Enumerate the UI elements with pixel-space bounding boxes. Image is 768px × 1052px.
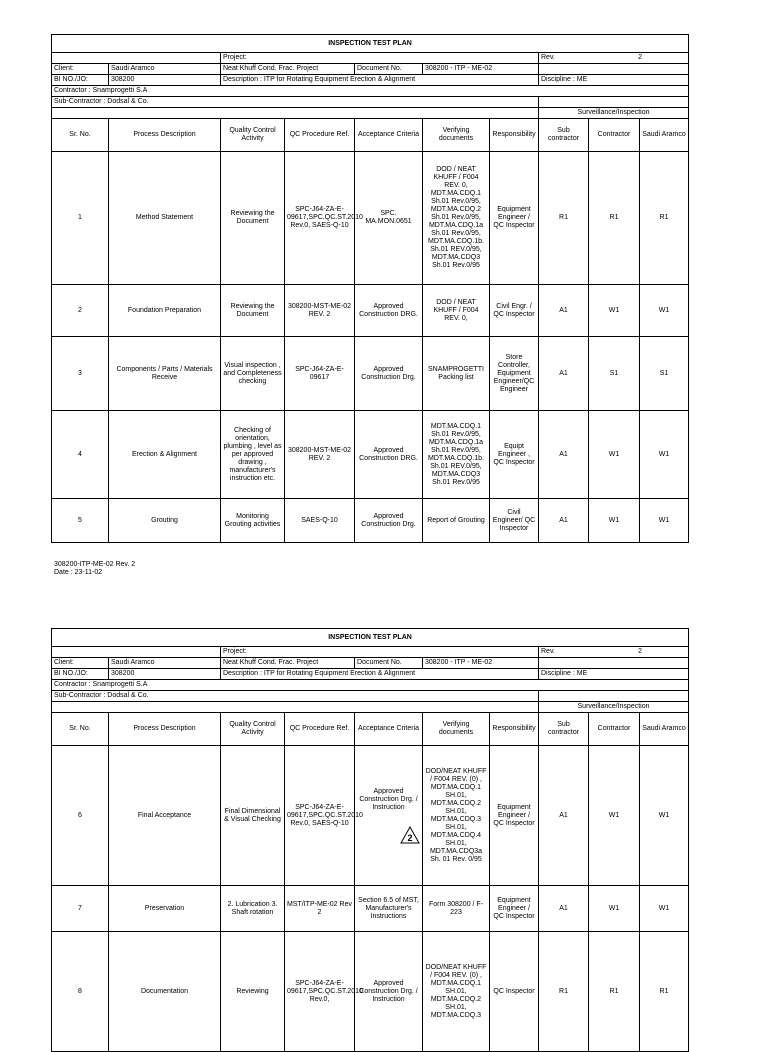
client-label: Client: — [52, 64, 109, 75]
cell-desc: Components / Parts / Materials Receive — [109, 337, 221, 411]
client-value: Saudi Aramco — [109, 658, 221, 669]
cell-qca: Visual inspection , and Completeness checking — [221, 337, 285, 411]
itp-table — [51, 34, 689, 543]
cell-sa: W1 — [640, 746, 689, 886]
project-label: Project: — [221, 647, 539, 658]
cell-con: S1 — [589, 337, 640, 411]
cell-acc: Approved Construction Drg. — [355, 499, 423, 543]
cell-sub: A1 — [539, 746, 589, 886]
cell-acc: SPC. MA.MON.0651 — [355, 152, 423, 285]
table-row — [52, 337, 689, 411]
cell-qca: Final Dimensional & Visual Checking — [221, 746, 285, 886]
revision-marker: 2 — [407, 832, 413, 843]
col-resp: Responsibility — [490, 713, 539, 746]
cell-con: W1 — [589, 499, 640, 543]
table-row — [52, 411, 689, 499]
col-con: Contractor — [589, 713, 640, 746]
col-sub: Sub contractor — [539, 713, 589, 746]
cell-sr: 6 — [52, 746, 109, 886]
rev-label: Rev. — [541, 54, 555, 61]
col-qca: Quality Control Activity — [221, 713, 285, 746]
cell-resp: Equipt Engineer , QC Inspector — [490, 411, 539, 499]
cell-qca: 2. Lubrication 3. Shaft rotation — [221, 886, 285, 932]
table-row — [52, 152, 689, 285]
contractor: Contractor : Snamprogetti S.A — [52, 680, 689, 691]
itp-sheet-1 — [51, 34, 688, 543]
cell-qca: Reviewing — [221, 932, 285, 1052]
cell-resp: Store Controller, Equipment Engineer/QC Engineer — [490, 337, 539, 411]
cell-desc: Foundation Preparation — [109, 285, 221, 337]
project-label: Project: — [221, 53, 539, 64]
rev-value: 2 — [638, 54, 643, 61]
cell-ver: SNAMPROGETTI Packing list — [423, 337, 490, 411]
cell-con: R1 — [589, 152, 640, 285]
itp-sheet-2 — [51, 628, 688, 1052]
cell-acc: Section 6.5 of MST, Manufacturer's Instructions — [355, 886, 423, 932]
cell-sub: A1 — [539, 886, 589, 932]
cell-con: W1 — [589, 411, 640, 499]
docno-value: 308200 - ITP - ME-02 — [423, 658, 539, 669]
cell-qca: Checking of orientation, plumbing , level as per approved drawing , manufacturer's instruction etc. — [221, 411, 285, 499]
cell-sr: 7 — [52, 886, 109, 932]
cell-sa: W1 — [640, 886, 689, 932]
cell-qcp: MST/ITP-ME-02 Rev 2 — [285, 886, 355, 932]
cell-ver: MDT.MA.CDQ.1 Sh.01 Rev.0/95, MDT.MA.CDQ.1a Sh.01 Rev.0/95, MDT.MA.CDQ.1b. Sh.01 REV.0/95, MDT.MA.CDQ3 Sh.01 Rev.0/95 — [423, 411, 490, 499]
cell-resp: Civil Engr. / QC Inspector — [490, 285, 539, 337]
table-row — [52, 499, 689, 543]
page-title: INSPECTION TEST PLAN — [52, 35, 689, 53]
footer-date: Date : 23-11-02 — [54, 569, 103, 576]
cell-sa: R1 — [640, 932, 689, 1052]
cell-acc-text: Approved Construction Drg. / Instruction — [359, 787, 418, 811]
cell-con: W1 — [589, 285, 640, 337]
cell-resp: Equipment Engineer / QC Inspector — [490, 746, 539, 886]
cell-desc: Final Acceptance — [109, 746, 221, 886]
cell-resp: QC Inspector — [490, 932, 539, 1052]
cell-con: W1 — [589, 886, 640, 932]
col-sub: Sub contractor — [539, 119, 589, 152]
docno-value: 308200 - ITP - ME-02 — [423, 64, 539, 75]
cell-acc: Approved Construction Drg. / Instruction — [355, 932, 423, 1052]
cell-qcp: SAES-Q-10 — [285, 499, 355, 543]
contractor: Contractor : Snamprogetti S.A — [52, 86, 689, 97]
cell-desc: Method Statement — [109, 152, 221, 285]
cell-qca: Reviewing the Document — [221, 152, 285, 285]
col-process: Process Description — [109, 119, 221, 152]
cell-qcp: SPC-J64-ZA-E-09617,SPC.QC.ST.2010 Rev.0, SAES-Q-10 — [285, 152, 355, 285]
client-label: Client: — [52, 658, 109, 669]
surveillance-header: Surveillance/Inspection — [539, 108, 689, 119]
rev-value: 2 — [638, 648, 643, 655]
discipline: Discipline : ME — [539, 669, 689, 680]
docno-label: Document No. — [355, 658, 423, 669]
cell-resp: Civil Engineer/ QC Inspector — [490, 499, 539, 543]
cell-ver: DOD/NEAT KHUFF / F004 REV. (0) , MDT.MA.CDQ.1 SH.01, MDT.MA.CDQ.2 SH.01, MDT.MA.CDQ.3 — [423, 932, 490, 1052]
col-sa: Saudi Aramco — [640, 119, 689, 152]
description: Description : ITP for Rotating Equipment Erection & Alignment — [221, 75, 539, 86]
project-value: Neat Khuff Cond. Frac. Project — [221, 64, 355, 75]
col-qcp: QC Procedure Ref. — [285, 713, 355, 746]
col-ver: Verifying documents — [423, 119, 490, 152]
rev-label: Rev. — [541, 648, 555, 655]
cell-qcp: 308200-MST-ME-02 REV. 2 — [285, 411, 355, 499]
cell-acc: Approved Construction Drg. — [355, 337, 423, 411]
project-value: Neat Khuff Cond. Frac. Project — [221, 658, 355, 669]
cell-acc: Approved Construction DRG. — [355, 411, 423, 499]
cell-resp: Equipment Engineer / QC Inspector — [490, 152, 539, 285]
cell-sa: W1 — [640, 285, 689, 337]
rev-cell — [539, 53, 689, 64]
cell-qcp: SPC-J64-ZA-E-09617,SPC.QC.ST.2010 Rev.0, SAES-Q-10 — [285, 746, 355, 886]
col-srno: Sr. No. — [52, 713, 109, 746]
cell-con: W1 — [589, 746, 640, 886]
cell-sa: S1 — [640, 337, 689, 411]
cell-desc: Documentation — [109, 932, 221, 1052]
table-row — [52, 746, 689, 886]
cell-con: R1 — [589, 932, 640, 1052]
cell-acc — [355, 746, 423, 886]
cell-ver: DOD/NEAT KHUFF / F004 REV. (0) , MDT.MA.CDQ.1 SH.01, MDT.MA.CDQ.2 SH.01, MDT.MA.CDQ.3 SH.01, MDT.MA.CDQ.4 SH.01, MDT.MA.CDQ3a Sh. 01 Rev. 0/95 — [423, 746, 490, 886]
cell-qcp: 308200-MST-ME-02 REV. 2 — [285, 285, 355, 337]
docno-label: Document No. — [355, 64, 423, 75]
col-process: Process Description — [109, 713, 221, 746]
page-title: INSPECTION TEST PLAN — [52, 629, 689, 647]
cell-resp: Equipment Engineer / QC Inspector — [490, 886, 539, 932]
cell-sr: 3 — [52, 337, 109, 411]
cell-ver: Report of Grouting — [423, 499, 490, 543]
cell-sr: 2 — [52, 285, 109, 337]
bi-label: BI NO./JO: — [52, 669, 109, 680]
footer — [54, 561, 135, 577]
table-row — [52, 932, 689, 1052]
surveillance-header: Surveillance/Inspection — [539, 702, 689, 713]
col-qca: Quality Control Activity — [221, 119, 285, 152]
subcontractor: Sub-Contractor : Dodsal & Co. — [52, 691, 539, 702]
cell-sub: R1 — [539, 932, 589, 1052]
bi-value: 308200 — [109, 669, 221, 680]
cell-sub: A1 — [539, 411, 589, 499]
cell-acc: Approved Construction DRG. — [355, 285, 423, 337]
cell-sr: 4 — [52, 411, 109, 499]
cell-sub: A1 — [539, 337, 589, 411]
col-qcp: QC Procedure Ref. — [285, 119, 355, 152]
cell-sub: A1 — [539, 285, 589, 337]
cell-ver: DOD / NEAT KHUFF / F004 REV. 0, — [423, 285, 490, 337]
footer-docref: 308200-ITP-ME-02 Rev. 2 — [54, 561, 136, 568]
cell-qcp: SPC-J64-ZA-E-09617 — [285, 337, 355, 411]
itp-table — [51, 628, 689, 1052]
cell-sa: R1 — [640, 152, 689, 285]
discipline: Discipline : ME — [539, 75, 689, 86]
cell-sr: 1 — [52, 152, 109, 285]
cell-sub: R1 — [539, 152, 589, 285]
col-con: Contractor — [589, 119, 640, 152]
revision-triangle-icon — [400, 826, 420, 844]
table-row — [52, 285, 689, 337]
col-acc: Acceptance Criteria — [355, 119, 423, 152]
table-row — [52, 886, 689, 932]
col-acc: Acceptance Criteria — [355, 713, 423, 746]
cell-qca: Monitoring Grouting activities — [221, 499, 285, 543]
cell-qcp: SPC-J64-ZA-E-09617,SPC.QC.ST.2010 Rev.0, — [285, 932, 355, 1052]
cell-ver: DOD / NEAT KHUFF / F004 REV. 0, MDT.MA.CDQ.1 Sh.01 Rev.0/95, MDT.MA.CDQ.2 Sh.01 Rev.0/95, MDT.MA.CDQ.1a Sh.01 Rev.0/95, MDT.MA.CDQ.1b. Sh.01 REV.0/95, MDT.MA.CDQ3 Sh.01 Rev.0/95 — [423, 152, 490, 285]
col-sa: Saudi Aramco — [640, 713, 689, 746]
cell-desc: Preservation — [109, 886, 221, 932]
bi-value: 308200 — [109, 75, 221, 86]
subcontractor: Sub-Contractor : Dodsal & Co. — [52, 97, 539, 108]
col-ver: Verifying documents — [423, 713, 490, 746]
cell-sr: 5 — [52, 499, 109, 543]
cell-sr: 8 — [52, 932, 109, 1052]
bi-label: BI NO./JO: — [52, 75, 109, 86]
description: Description : ITP for Rotating Equipment Erection & Alignment — [221, 669, 539, 680]
cell-sub: A1 — [539, 499, 589, 543]
cell-desc: Erection & Alignment — [109, 411, 221, 499]
cell-sa: W1 — [640, 411, 689, 499]
rev-cell — [539, 647, 689, 658]
cell-desc: Grouting — [109, 499, 221, 543]
client-value: Saudi Aramco — [109, 64, 221, 75]
cell-sa: W1 — [640, 499, 689, 543]
cell-ver: Form 308200 / F-223 — [423, 886, 490, 932]
col-resp: Responsibility — [490, 119, 539, 152]
col-srno: Sr. No. — [52, 119, 109, 152]
cell-qca: Reviewing the Document — [221, 285, 285, 337]
